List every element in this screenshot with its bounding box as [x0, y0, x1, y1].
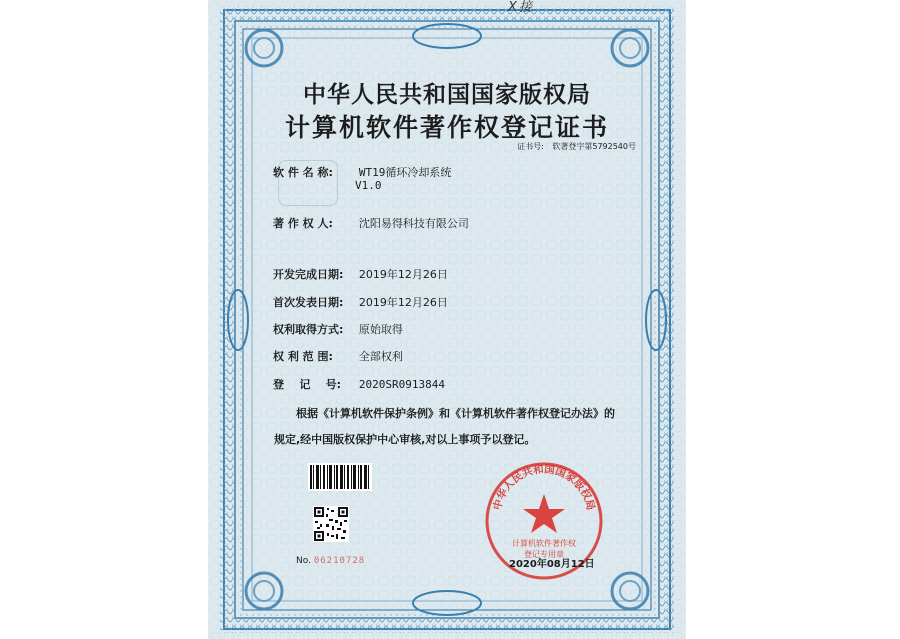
certificate-number-value: 软著登字第5792540号 [552, 142, 636, 151]
issuing-authority-title: 中华人民共和国国家版权局 [303, 82, 591, 108]
acquire-value: 原始取得 [358, 323, 403, 336]
registration-number-row [273, 376, 445, 392]
acquire-label: 权利取得方式: [273, 323, 344, 336]
software-name-value: WT19循环冷却系统 [358, 166, 452, 179]
software-name-row [273, 164, 451, 180]
software-name-label: 软 件 名 称: [273, 166, 333, 179]
software-version: V1.0 [355, 179, 382, 192]
acquire-row [273, 321, 403, 337]
owner-value: 沈阳易得科技有限公司 [358, 217, 469, 230]
registration-number-label: 登 记 号: [273, 378, 342, 391]
serial-number-value: 06210728 [313, 556, 366, 566]
dev-complete-row [273, 266, 448, 282]
first-publish-value: 2019年12月26日 [358, 296, 448, 309]
certificate [208, 0, 686, 639]
seal-inner-line-2: 登记专用章 [524, 550, 564, 559]
certificate-number-label: 证书号: [517, 142, 544, 151]
certificate-title: 计算机软件著作权登记证书 [284, 113, 609, 142]
serial-number [296, 556, 365, 566]
registration-number-value: 2020SR0913844 [358, 378, 445, 391]
dev-complete-value: 2019年12月26日 [358, 268, 448, 281]
serial-number-label: No. [296, 556, 311, 566]
scope-label: 权 利 范 围: [273, 350, 333, 363]
issue-date: 2020年08月12日 [509, 559, 595, 570]
seal-star-icon [523, 494, 565, 533]
owner-label: 著 作 权 人: [273, 217, 333, 230]
qr-code [313, 506, 349, 542]
seal-inner-line-1: 计算机软件著作权 [512, 539, 576, 548]
first-publish-label: 首次发表日期: [273, 296, 344, 309]
legal-basis-line-1: 根据《计算机软件保护条例》和《计算机软件著作权登记办法》的 [296, 407, 615, 420]
legal-basis-line-2: 规定,经中国版权保护中心审核,对以上事项予以登记。 [274, 433, 536, 446]
dev-complete-label: 开发完成日期: [273, 268, 344, 281]
scope-row [273, 348, 403, 364]
scope-value: 全部权利 [358, 350, 403, 363]
first-publish-row [273, 294, 448, 310]
handwritten-note: X接 [508, 0, 534, 15]
owner-row [273, 215, 469, 231]
certificate-number [511, 141, 636, 152]
seal-outer-text: 中华人民共和国国家版权局 [491, 463, 597, 512]
barcode [308, 463, 372, 491]
